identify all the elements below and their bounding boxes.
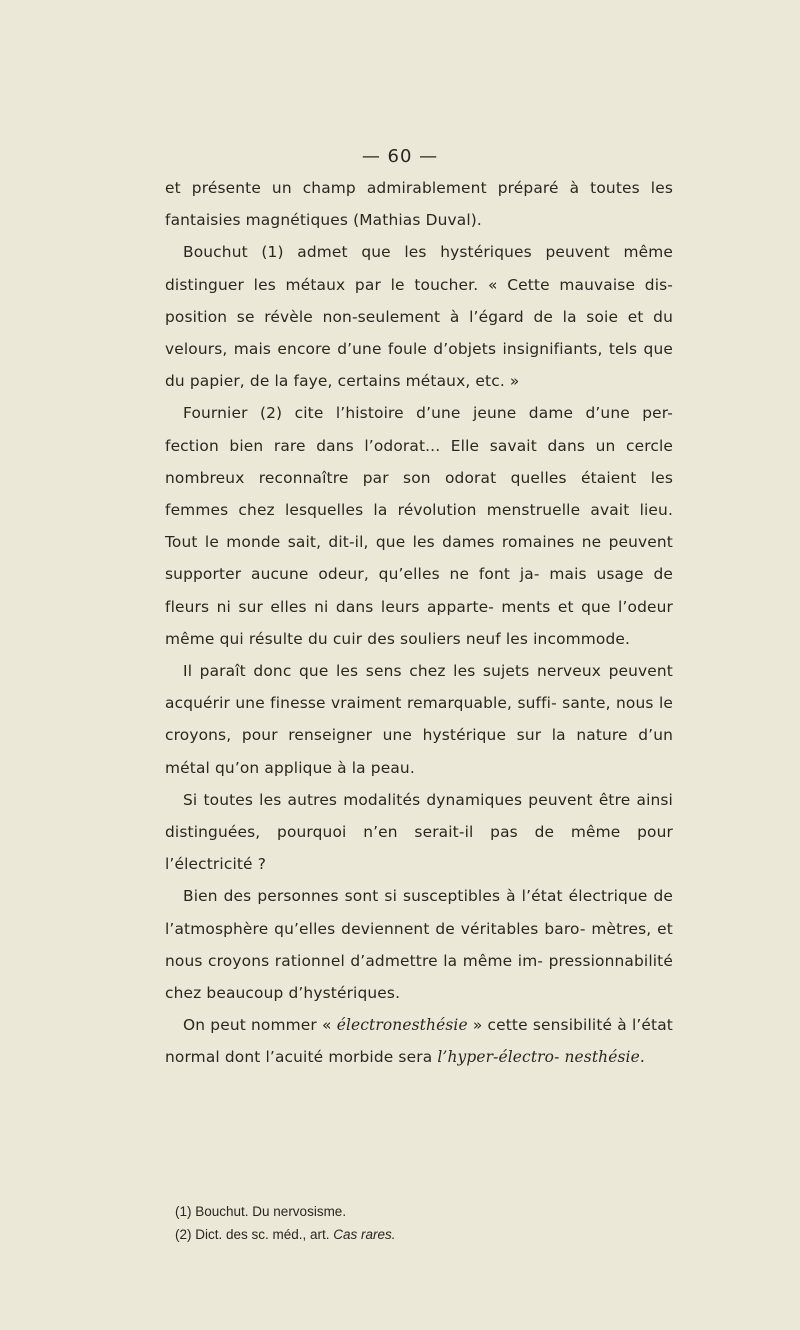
text-run: On peut nommer « [183, 1016, 337, 1035]
text-run: Bien des personnes sont si susceptibles à l’état électrique de l’atmosphère qu’elles deviennent de véritables baro- mètres, et nous croyons rationnel d’admettre la même im- pressionnabilité chez beaucoup d’hystériques. [165, 887, 673, 1003]
text-run: (2) Dict. des sc. méd., art. [175, 1227, 334, 1242]
text-run: et présente un champ admirablement préparé à toutes les fantaisies magnétiques (Mathias Duval). [165, 179, 673, 230]
text-run: (1) Bouchut. Du nervosisme. [175, 1204, 347, 1219]
paragraph-3 [165, 397, 673, 655]
paragraph-2 [165, 236, 673, 397]
text-run: Bouchut (1) admet que les hystériques peuvent même distinguer les métaux par le toucher. « Cette mauvaise dis- position se révèle non-seulement à l’égard de la soie et du velours, mais encore d’une foule d’objets insignifiants, tels que du papier, de la faye, certains métaux, etc. » [165, 243, 673, 391]
paragraph-6 [165, 880, 673, 1009]
italic-text: électronesthésie [336, 1016, 468, 1035]
footnote-1 [175, 1200, 675, 1223]
italic-text: Cas rares. [333, 1227, 396, 1242]
text-run: Il paraît donc que les sens chez les sujets nerveux peuvent acquérir une finesse vraiment remarquable, suffi- sante, nous le croyons, pour renseigner une hystérique sur la nature d’un métal qu’on applique à la peau. [165, 662, 673, 777]
text-run: Fournier (2) cite l’histoire d’une jeune dame d’une per- fection bien rare dans l’odorat... Elle savait dans un cercle nombreux reconnaître par son odorat quelles étaient les femmes chez lesquelles la révolution menstruelle avait lieu. Tout le monde sait, dit-il, que les dames romaines ne peuvent supporter aucune odeur, qu’elles ne font ja- mais usage de fleurs ni sur elles ni dans leurs apparte- ments et que l’odeur même qui résulte du cuir des souliers neuf les incommode. [165, 404, 673, 648]
italic-text: l’hyper-électro- nesthésie. [437, 1048, 645, 1067]
page-number: — 60 — [361, 146, 439, 167]
footnote-2 [175, 1223, 675, 1246]
text-run: » cette sensibilité à l’état normal dont l’acuité morbide sera [165, 1016, 673, 1067]
text-run: Si toutes les autres modalités dynamiques peuvent être ainsi distinguées, pourquoi n’en serait-il pas de même pour l’électricité ? [165, 790, 673, 874]
body-text [165, 172, 673, 1074]
paragraph-7 [165, 1009, 673, 1073]
paragraph-4 [165, 655, 673, 784]
footnotes [175, 1200, 675, 1246]
paragraph-5 [165, 784, 673, 881]
paragraph-1 [165, 172, 673, 236]
